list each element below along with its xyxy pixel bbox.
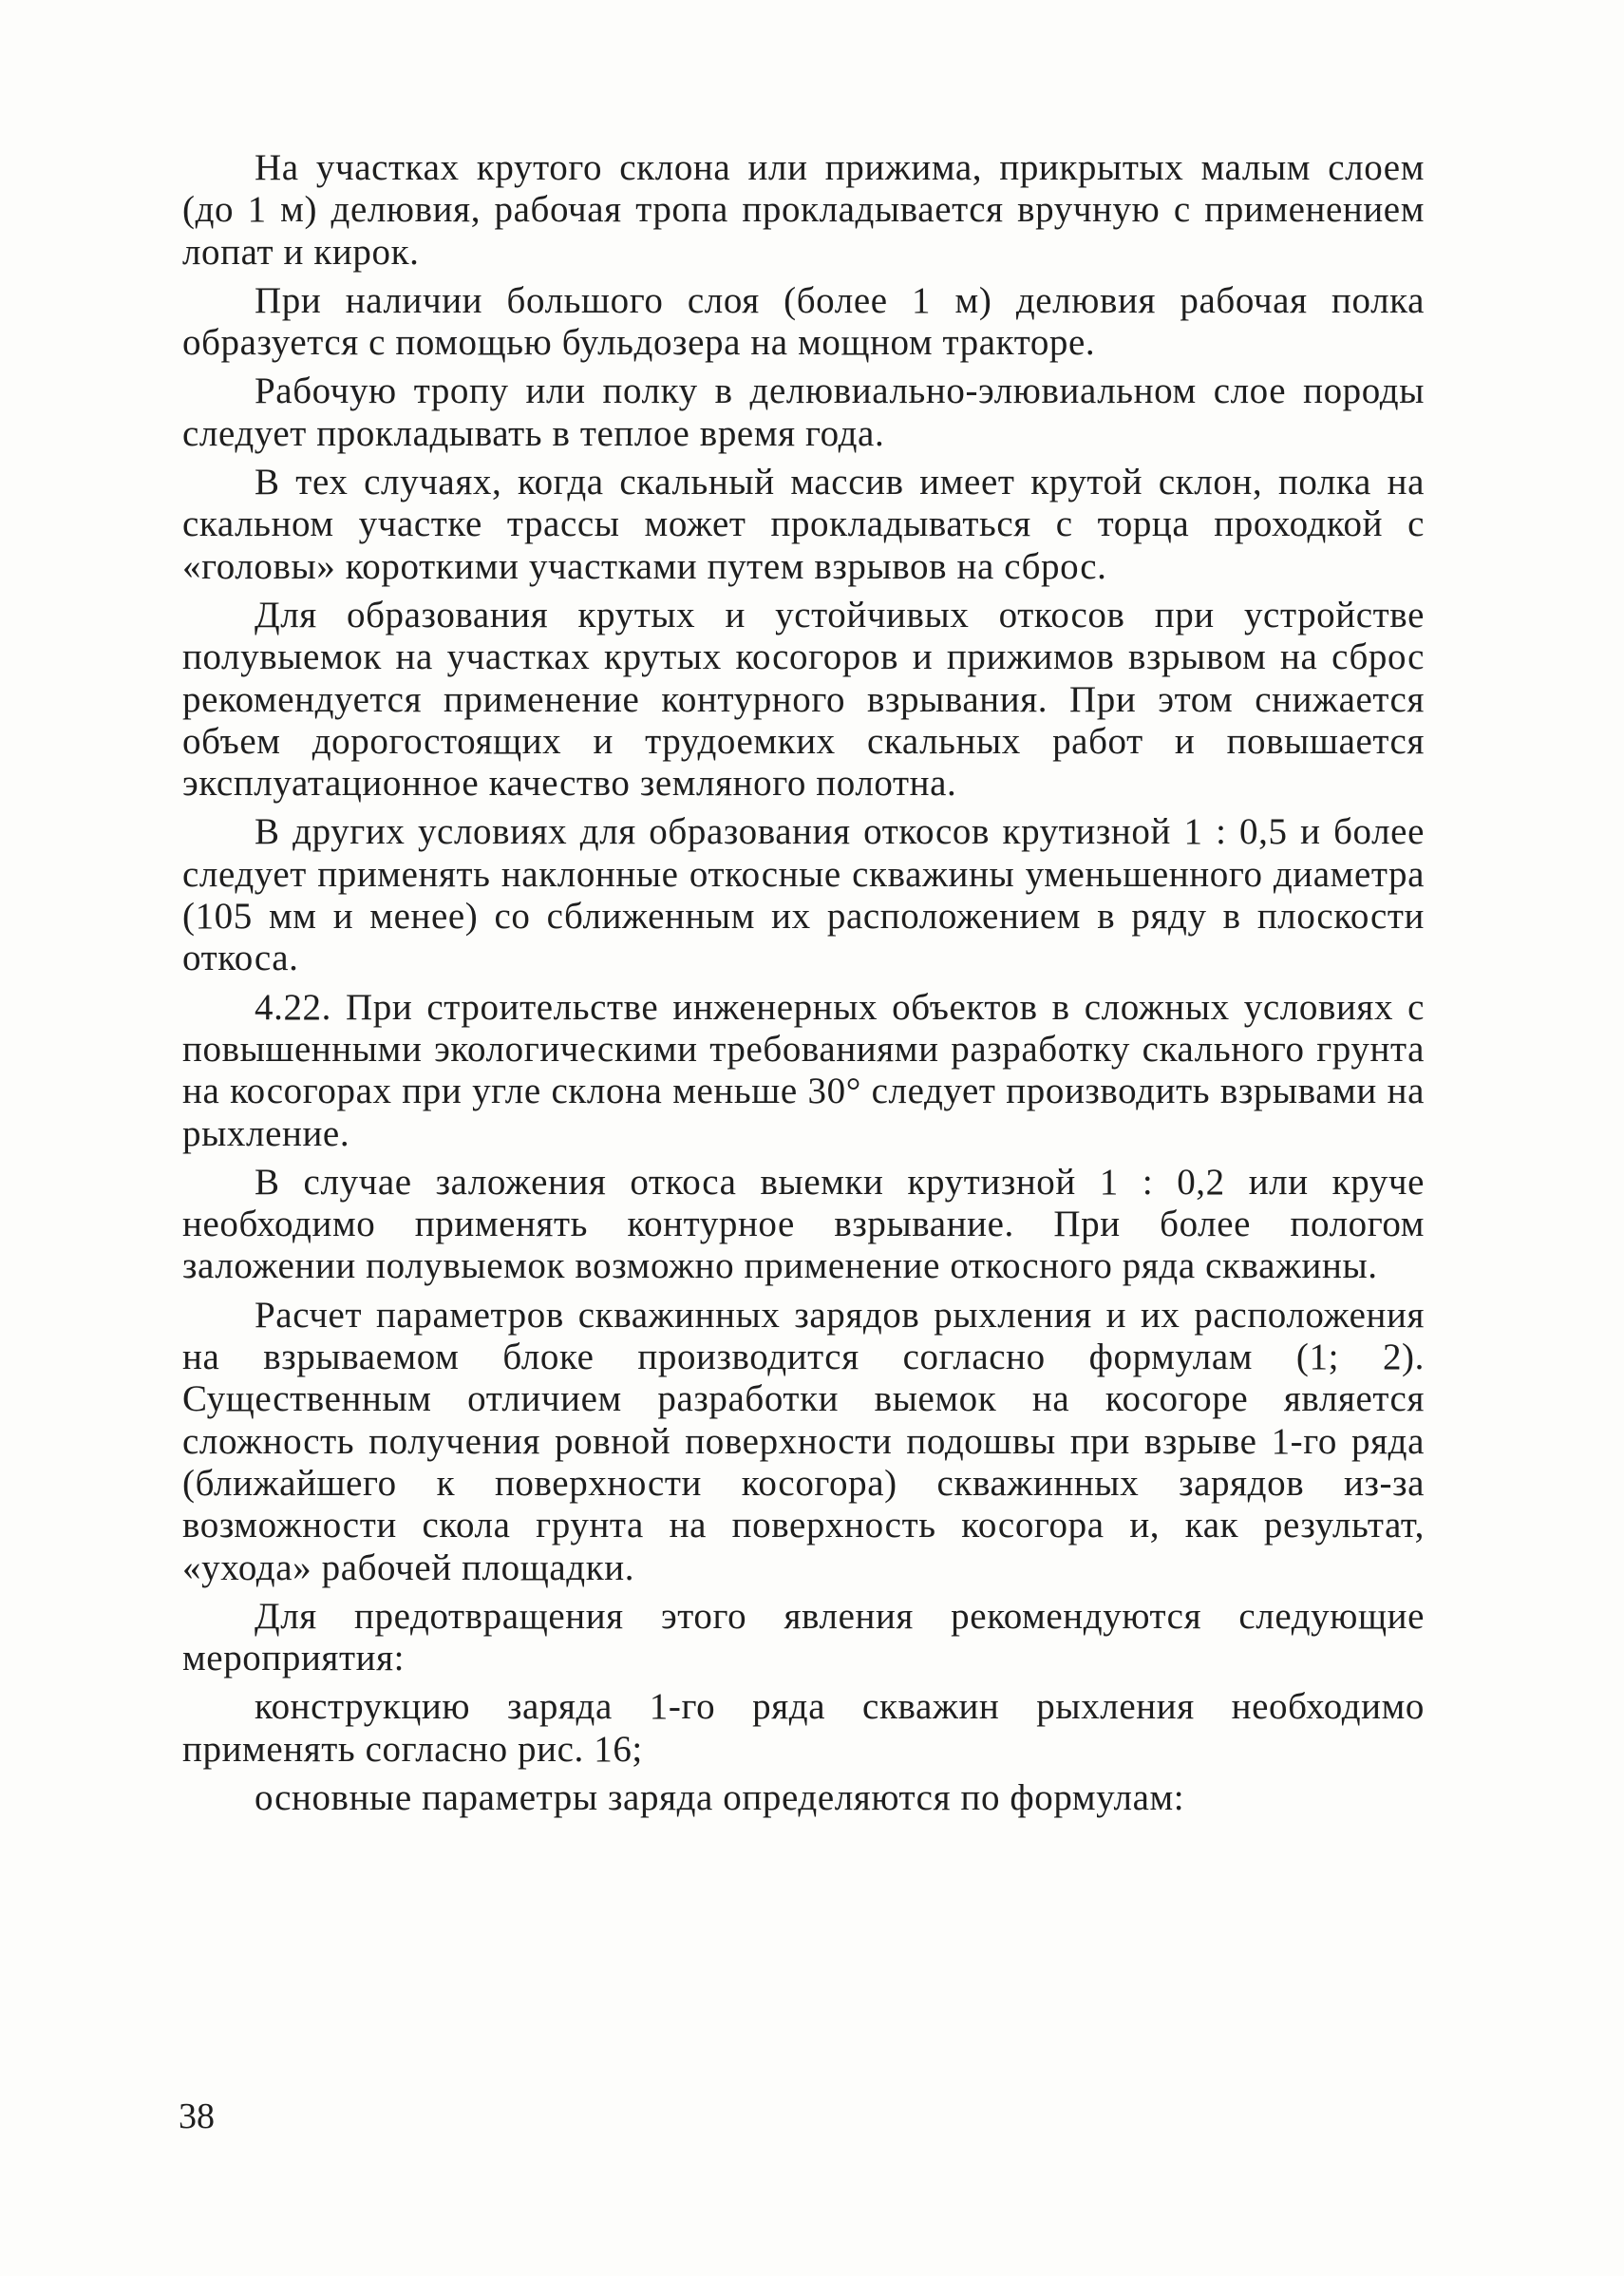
paragraph-4: В тех случаях, когда скальный массив имеет крутой склон, полка на скальном участке трассы может прокладываться с торца проходкой с «головы» короткими участками путем взрывов на сброс. xyxy=(182,462,1425,587)
paragraph-7: 4.22. При строительстве инженерных объектов в сложных условиях с повышенными экологическими требованиями разработку скального грунта на косогорах при угле склона меньше 30° следует производить взрывами на рыхление. xyxy=(182,986,1425,1154)
body-text xyxy=(182,147,1425,1826)
paragraph-6: В других условиях для образования откосов крутизной 1 : 0,5 и более следует применять наклонные откосные скважины уменьшенного диаметра (105 мм и менее) со сближенным их расположением в ряду в плоскости откоса. xyxy=(182,811,1425,979)
paragraph-3: Рабочую тропу или полку в делювиально-элювиальном слое породы следует прокладывать в теплое время года. xyxy=(182,370,1425,454)
paragraph-1: На участках крутого склона или прижима, прикрытых малым слоем (до 1 м) делювия, рабочая тропа прокладывается вручную с применением лопат и кирок. xyxy=(182,147,1425,273)
paragraph-5: Для образования крутых и устойчивых откосов при устройстве полувыемок на участках крутых косогоров и прижимов взрывом на сброс рекомендуется применение контурного взрывания. При этом снижается объем дорогостоящих и трудоемких скальных работ и повышается эксплуатационное качество земляного полотна. xyxy=(182,594,1425,805)
paragraph-10: Для предотвращения этого явления рекомендуются следующие мероприятия: xyxy=(182,1595,1425,1679)
paragraph-11: конструкцию заряда 1-го ряда скважин рыхления необходимо применять согласно рис. 16; xyxy=(182,1686,1425,1770)
paragraph-2: При наличии большого слоя (более 1 м) делювия рабочая полка образуется с помощью бульдозера на мощном тракторе. xyxy=(182,279,1425,364)
paragraph-9: Расчет параметров скважинных зарядов рыхления и их расположения на взрываемом блоке производится согласно формулам (1; 2). Существенным отличием разработки выемок на косогоре является сложность получения ровной поверхности подошвы при взрыве 1-го ряда (ближайшего к поверхности косогора) скважинных зарядов из-за возможности скола грунта на поверхность косогора и, как результат, «ухода» рабочей площадки. xyxy=(182,1294,1425,1588)
paragraph-12: основные параметры заряда определяются по формулам: xyxy=(255,1776,1185,1818)
page-number: 38 xyxy=(179,2096,215,2136)
paragraph-8: В случае заложения откоса выемки крутизной 1 : 0,2 или круче необходимо применять контурное взрывание. При более пологом заложении полувыемок возможно применение откосного ряда скважины. xyxy=(182,1161,1425,1287)
